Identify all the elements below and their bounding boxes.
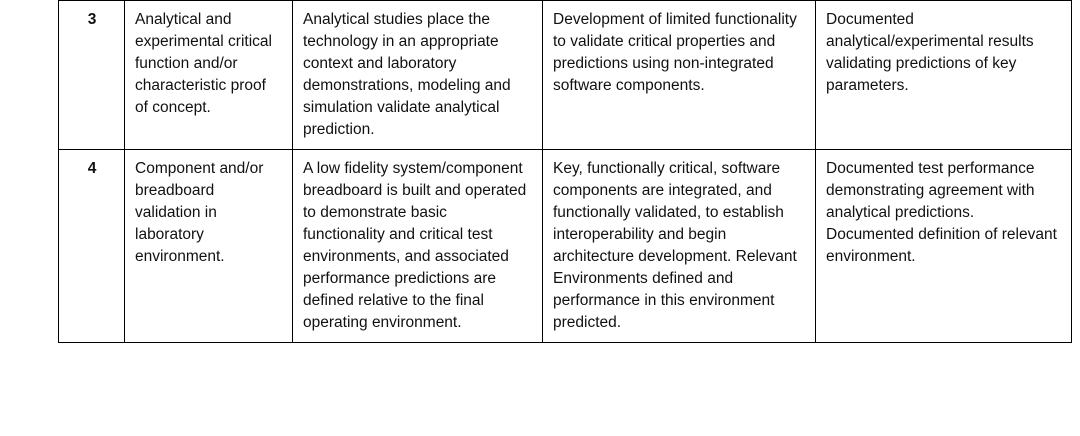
trl-level-number: 3 [59,1,125,150]
trl-description: A low fidelity system/component breadboard is built and operated to demonstrate basic functionality and critical test environments, and associated performance predictions are defined relative to the final operating environment. [293,150,543,343]
trl-definition: Analytical and experimental critical function and/or characteristic proof of concept. [125,1,293,150]
trl-evidence: Documented analytical/experimental results validating predictions of key parameters. [816,1,1072,150]
trl-software-guidance: Key, functionally critical, software components are integrated, and functionally validated, to establish interoperability and begin architecture development. Relevant Environments defined and performance in this environment predicted. [543,150,816,343]
table-row [59,1,1072,150]
trl-level-number: 4 [59,150,125,343]
trl-evidence: Documented test performance demonstrating agreement with analytical predictions. Documented definition of relevant environment. [816,150,1072,343]
trl-software-guidance: Development of limited functionality to validate critical properties and predictions using non-integrated software components. [543,1,816,150]
trl-definition: Component and/or breadboard validation in laboratory environment. [125,150,293,343]
table-row [59,150,1072,343]
trl-definitions-table [58,0,1072,343]
trl-description: Analytical studies place the technology in an appropriate context and laboratory demonstrations, modeling and simulation validate analytical prediction. [293,1,543,150]
